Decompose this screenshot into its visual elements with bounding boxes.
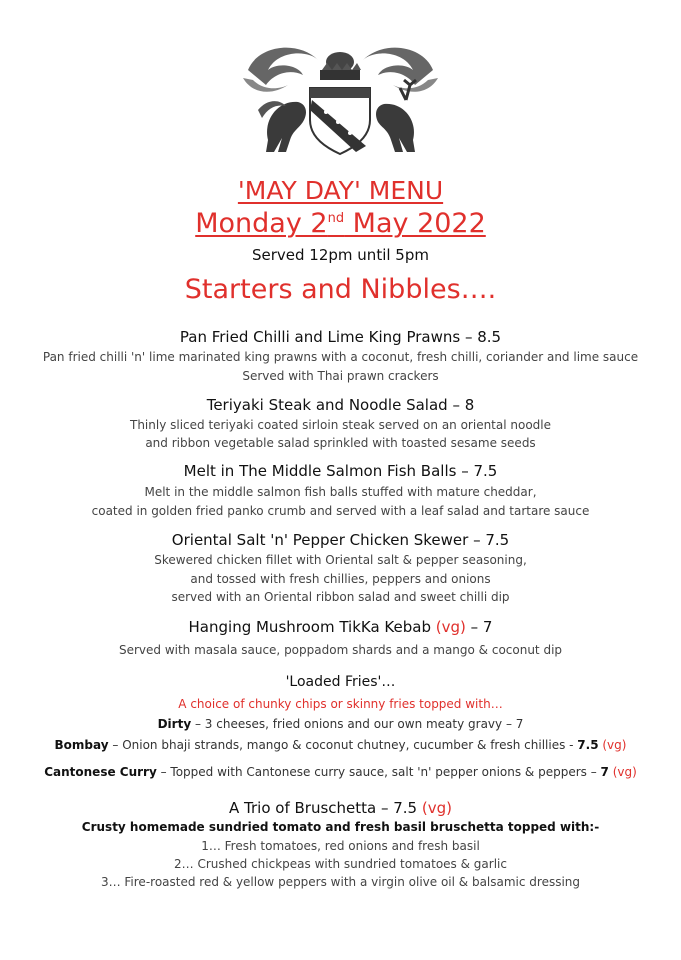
loaded-fries-dirty bbox=[0, 717, 681, 731]
loaded-fries-cantonese bbox=[0, 765, 681, 779]
vegan-tag: (vg) bbox=[435, 618, 466, 636]
dish-description: coated in golden fried panko crumb and served with a leaf salad and tartare sauce bbox=[91, 504, 590, 518]
option-price: 7 bbox=[600, 765, 609, 779]
dish-name bbox=[0, 618, 681, 636]
loaded-fries-title: 'Loaded Fries'… bbox=[285, 674, 396, 690]
vegan-tag: (vg) bbox=[608, 765, 637, 779]
section-title: Starters and Nibbles…. bbox=[184, 274, 497, 305]
dish-description: served with an Oriental ribbon salad and sweet chilli dip bbox=[171, 590, 510, 604]
dish-description: Served with Thai prawn crackers bbox=[242, 369, 439, 383]
served-hours: Served 12pm until 5pm bbox=[252, 246, 429, 264]
option-label: Bombay bbox=[54, 738, 109, 752]
menu-date bbox=[0, 208, 681, 239]
bruschetta-option: 1… Fresh tomatoes, red onions and fresh basil bbox=[201, 839, 480, 853]
coat-of-arms-logo bbox=[238, 40, 443, 158]
dish-name: Pan Fried Chilli and Lime King Prawns – 8.5 bbox=[179, 328, 502, 346]
dish-description: Thinly sliced teriyaki coated sirloin steak served on an oriental noodle bbox=[129, 418, 552, 432]
menu-title: 'MAY DAY' MENU bbox=[237, 176, 444, 205]
menu-date-main: Monday 2 bbox=[195, 208, 328, 239]
loaded-fries-bombay bbox=[0, 738, 681, 752]
option-text: – Topped with Cantonese curry sauce, salt 'n' pepper onions & peppers – bbox=[156, 765, 601, 779]
dish-price: – 7 bbox=[465, 618, 493, 636]
dish-description: Served with masala sauce, poppadom shards and a mango & coconut dip bbox=[118, 643, 563, 657]
menu-date-rest: May 2022 bbox=[344, 208, 486, 239]
option-price: 7.5 bbox=[577, 738, 599, 752]
menu-date-suffix: nd bbox=[327, 211, 345, 226]
dish-description: and ribbon vegetable salad sprinkled with toasted sesame seeds bbox=[145, 436, 536, 450]
dish-description: Pan fried chilli 'n' lime marinated king prawns with a coconut, fresh chilli, coriander and lime sauce bbox=[42, 350, 639, 364]
dish-name-text: A Trio of Bruschetta – 7.5 bbox=[229, 799, 422, 817]
option-text: – Onion bhaji strands, mango & coconut chutney, cucumber & fresh chillies - bbox=[108, 738, 578, 752]
dish-name: Teriyaki Steak and Noodle Salad – 8 bbox=[206, 396, 475, 414]
bruschetta-option: 3… Fire-roasted red & yellow peppers with a virgin olive oil & balsamic dressing bbox=[100, 875, 581, 889]
option-label: Cantonese Curry bbox=[44, 765, 157, 779]
dish-name-text: Hanging Mushroom TikKa Kebab bbox=[188, 618, 436, 636]
dish-name bbox=[0, 799, 681, 817]
bruschetta-subtitle: Crusty homemade sundried tomato and fresh basil bruschetta topped with:- bbox=[81, 820, 600, 834]
option-text: – 3 cheeses, fried onions and our own meaty gravy – 7 bbox=[191, 717, 524, 731]
vegan-tag: (vg) bbox=[598, 738, 627, 752]
dish-description: and tossed with fresh chillies, peppers and onions bbox=[190, 572, 491, 586]
dish-description: Melt in the middle salmon fish balls stuffed with mature cheddar, bbox=[144, 485, 537, 499]
dish-name: Melt in The Middle Salmon Fish Balls – 7.5 bbox=[183, 462, 498, 480]
bruschetta-option: 2… Crushed chickpeas with sundried tomatoes & garlic bbox=[174, 857, 507, 871]
dish-name: Oriental Salt 'n' Pepper Chicken Skewer – 7.5 bbox=[171, 531, 510, 549]
dish-description: Skewered chicken fillet with Oriental salt & pepper seasoning, bbox=[154, 553, 527, 567]
vegan-tag: (vg) bbox=[421, 799, 452, 817]
loaded-fries-intro: A choice of chunky chips or skinny fries topped with… bbox=[178, 697, 503, 711]
option-label: Dirty bbox=[157, 717, 192, 731]
